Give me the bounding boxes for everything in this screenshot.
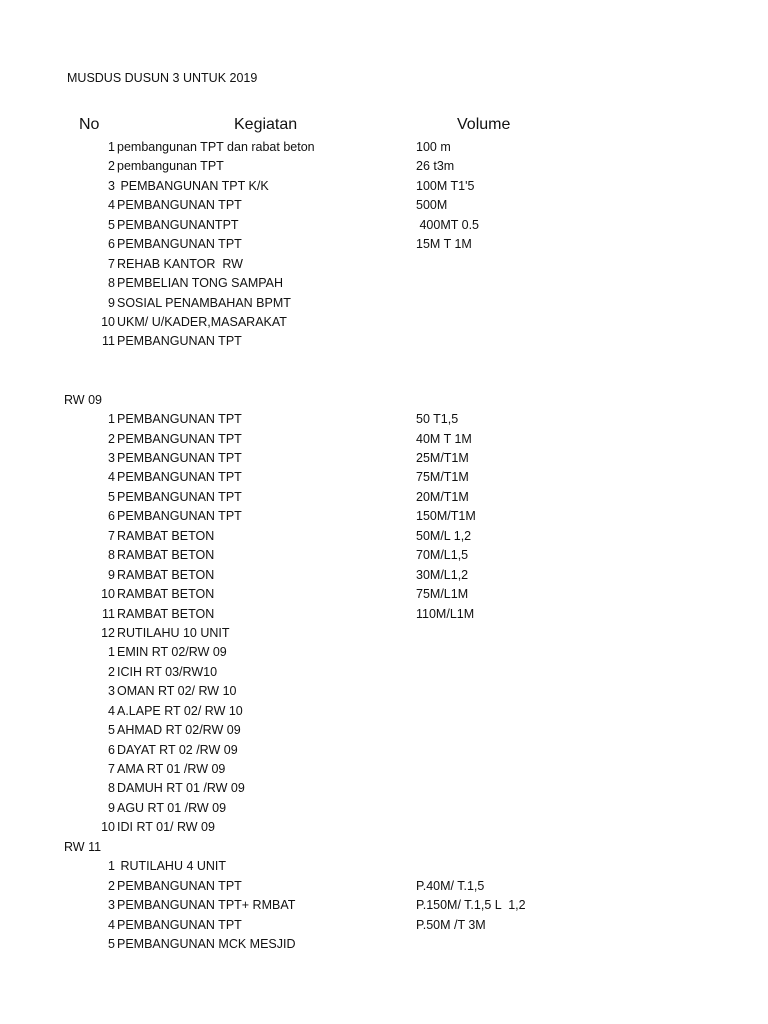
row-activity: AHMAD RT 02/RW 09 <box>117 723 241 738</box>
row-number: 4 <box>108 917 115 932</box>
row-volume: 400MT 0.5 <box>416 217 480 232</box>
row-activity: PEMBANGUNAN TPT <box>117 917 242 932</box>
row-volume: 75M/L1M <box>416 587 469 602</box>
row-activity: PEMBANGUNAN TPT <box>117 431 242 446</box>
column-header-volume: Volume <box>457 116 511 133</box>
table-row <box>0 294 768 313</box>
table-row <box>0 410 768 429</box>
row-volume: P.40M/ T.1,5 <box>416 878 485 893</box>
section-label: RW 09 <box>64 392 102 407</box>
row-activity: PEMBANGUNAN TPT <box>117 412 242 427</box>
row-number: 2 <box>108 159 115 174</box>
row-volume: 100M T1'5 <box>416 178 475 193</box>
row-number: 10 <box>101 314 115 329</box>
row-activity: RAMBAT BETON <box>117 587 215 602</box>
row-activity: ICIH RT 03/RW10 <box>117 664 218 679</box>
row-activity: PEMBANGUNAN TPT <box>117 334 242 349</box>
row-number: 6 <box>108 742 115 757</box>
table-row <box>0 605 768 624</box>
row-number: 1 <box>108 859 115 874</box>
row-number: 8 <box>108 276 115 291</box>
row-volume: 70M/L1,5 <box>416 548 469 563</box>
row-number: 7 <box>108 528 115 543</box>
column-header-kegiatan: Kegiatan <box>234 116 298 133</box>
row-number: 12 <box>101 625 115 640</box>
column-header-no: No <box>79 116 100 133</box>
row-number: 3 <box>108 684 115 699</box>
table-row <box>0 916 768 935</box>
table-row <box>0 138 768 157</box>
row-volume: 15M T 1M <box>416 237 472 252</box>
row-volume: 50 T1,5 <box>416 412 459 427</box>
document-title: MUSDUS DUSUN 3 UNTUK 2019 <box>67 71 258 85</box>
table-row <box>0 332 768 351</box>
row-activity: SOSIAL PENAMBAHAN BPMT <box>117 295 291 310</box>
row-number: 10 <box>101 820 115 835</box>
table-row <box>0 255 768 274</box>
table-row <box>0 643 768 662</box>
row-activity: PEMBANGUNAN TPT <box>117 489 242 504</box>
row-number: 1 <box>108 645 115 660</box>
table-row <box>0 760 768 779</box>
row-activity: PEMBANGUNAN TPT <box>117 509 242 524</box>
row-activity: AGU RT 01 /RW 09 <box>117 800 227 815</box>
row-number: 11 <box>102 334 115 349</box>
row-activity: RUTILAHU 10 UNIT <box>117 625 230 640</box>
row-activity: PEMBANGUNAN TPT+ RMBAT <box>117 898 296 913</box>
table-row <box>0 585 768 604</box>
row-number: 4 <box>108 470 115 485</box>
table-row <box>0 546 768 565</box>
row-number: 8 <box>108 548 115 563</box>
row-number: 11 <box>102 606 115 621</box>
row-volume: P.150M/ T.1,5 L 1,2 <box>416 898 526 913</box>
row-number: 6 <box>108 509 115 524</box>
table-row <box>0 702 768 721</box>
row-activity: REHAB KANTOR RW <box>117 256 243 271</box>
row-activity: PEMBANGUNAN TPT <box>117 470 242 485</box>
row-volume: 500M <box>416 198 448 213</box>
row-volume: 150M/T1M <box>416 509 476 524</box>
row-number: 1 <box>108 140 115 154</box>
row-activity: PEMBANGUNAN TPT <box>117 451 242 465</box>
row-number: 7 <box>108 256 115 271</box>
row-volume: 50M/L 1,2 <box>416 528 472 543</box>
row-number: 2 <box>108 878 115 893</box>
table-row <box>0 235 768 254</box>
table-row <box>0 566 768 585</box>
row-number: 6 <box>108 237 115 252</box>
table-row <box>0 624 768 643</box>
row-number: 3 <box>108 178 115 193</box>
table-row <box>0 799 768 818</box>
row-number: 9 <box>108 567 115 582</box>
row-number: 2 <box>108 664 115 679</box>
row-number: 2 <box>108 431 115 446</box>
row-activity: PEMBANGUNAN TPT <box>117 198 242 213</box>
row-number: 3 <box>108 898 115 913</box>
row-volume: 26 t3m <box>416 159 455 174</box>
row-number: 3 <box>108 451 115 465</box>
row-activity: PEMBANGUNAN TPT <box>117 237 242 252</box>
row-activity: DAMUH RT 01 /RW 09 <box>117 781 245 796</box>
row-activity: A.LAPE RT 02/ RW 10 <box>117 703 243 718</box>
row-activity: RAMBAT BETON <box>117 548 215 563</box>
activity-table <box>0 138 768 954</box>
table-row <box>0 896 768 915</box>
table-row <box>0 527 768 546</box>
blank-row <box>0 371 768 390</box>
row-volume: 100 m <box>416 140 451 154</box>
table-row <box>0 157 768 176</box>
table-row <box>0 818 768 837</box>
table-row <box>0 857 768 876</box>
table-row <box>0 468 768 487</box>
table-row <box>0 741 768 760</box>
row-activity: PEMBANGUNAN TPT <box>117 878 242 893</box>
row-activity: RAMBAT BETON <box>117 606 215 621</box>
row-number: 5 <box>108 936 115 951</box>
row-volume: 40M T 1M <box>416 431 472 446</box>
table-row <box>0 663 768 682</box>
row-activity: OMAN RT 02/ RW 10 <box>117 684 237 699</box>
row-volume: 110M/L1M <box>416 606 475 621</box>
row-volume: 75M/T1M <box>416 470 469 485</box>
row-number: 5 <box>108 723 115 738</box>
table-row <box>0 721 768 740</box>
section-label-row <box>0 391 768 410</box>
row-activity: PEMBANGUNANTPT <box>117 217 239 232</box>
row-activity: EMIN RT 02/RW 09 <box>117 645 227 660</box>
row-activity: PEMBANGUNAN TPT K/K <box>117 178 269 193</box>
row-volume: 30M/L1,2 <box>416 567 469 582</box>
table-row <box>0 779 768 798</box>
row-number: 9 <box>108 295 115 310</box>
row-volume: 20M/T1M <box>416 489 469 504</box>
row-number: 1 <box>108 412 115 427</box>
row-number: 5 <box>108 217 115 232</box>
row-number: 5 <box>108 489 115 504</box>
section-label: RW 11 <box>64 839 102 854</box>
row-activity: RAMBAT BETON <box>117 567 215 582</box>
row-number: 9 <box>108 800 115 815</box>
row-activity: UKM/ U/KADER,MASARAKAT <box>117 314 287 329</box>
table-row <box>0 430 768 449</box>
table-row <box>0 507 768 526</box>
table-row <box>0 935 768 954</box>
row-activity: RUTILAHU 4 UNIT <box>117 859 227 874</box>
table-row <box>0 274 768 293</box>
row-volume: 25M/T1M <box>416 451 469 465</box>
row-activity: IDI RT 01/ RW 09 <box>117 820 215 835</box>
table-row <box>0 877 768 896</box>
row-volume: P.50M /T 3M <box>416 917 486 932</box>
table-row <box>0 488 768 507</box>
row-activity: pembangunan TPT <box>117 159 224 174</box>
row-number: 4 <box>108 703 115 718</box>
table-row <box>0 682 768 701</box>
row-number: 10 <box>101 587 115 602</box>
row-number: 4 <box>108 198 115 213</box>
row-activity: AMA RT 01 /RW 09 <box>117 762 226 776</box>
row-activity: PEMBELIAN TONG SAMPAH <box>117 276 284 291</box>
row-number: 8 <box>108 781 115 796</box>
table-row <box>0 313 768 332</box>
table-row <box>0 216 768 235</box>
row-number: 7 <box>108 762 115 776</box>
row-activity: pembangunan TPT dan rabat beton <box>117 140 315 154</box>
blank-row <box>0 352 768 371</box>
section-label-row <box>0 838 768 857</box>
table-row <box>0 449 768 468</box>
row-activity: DAYAT RT 02 /RW 09 <box>117 742 238 757</box>
table-row <box>0 177 768 196</box>
row-activity: PEMBANGUNAN MCK MESJID <box>117 936 296 951</box>
row-activity: RAMBAT BETON <box>117 528 215 543</box>
table-row <box>0 196 768 215</box>
